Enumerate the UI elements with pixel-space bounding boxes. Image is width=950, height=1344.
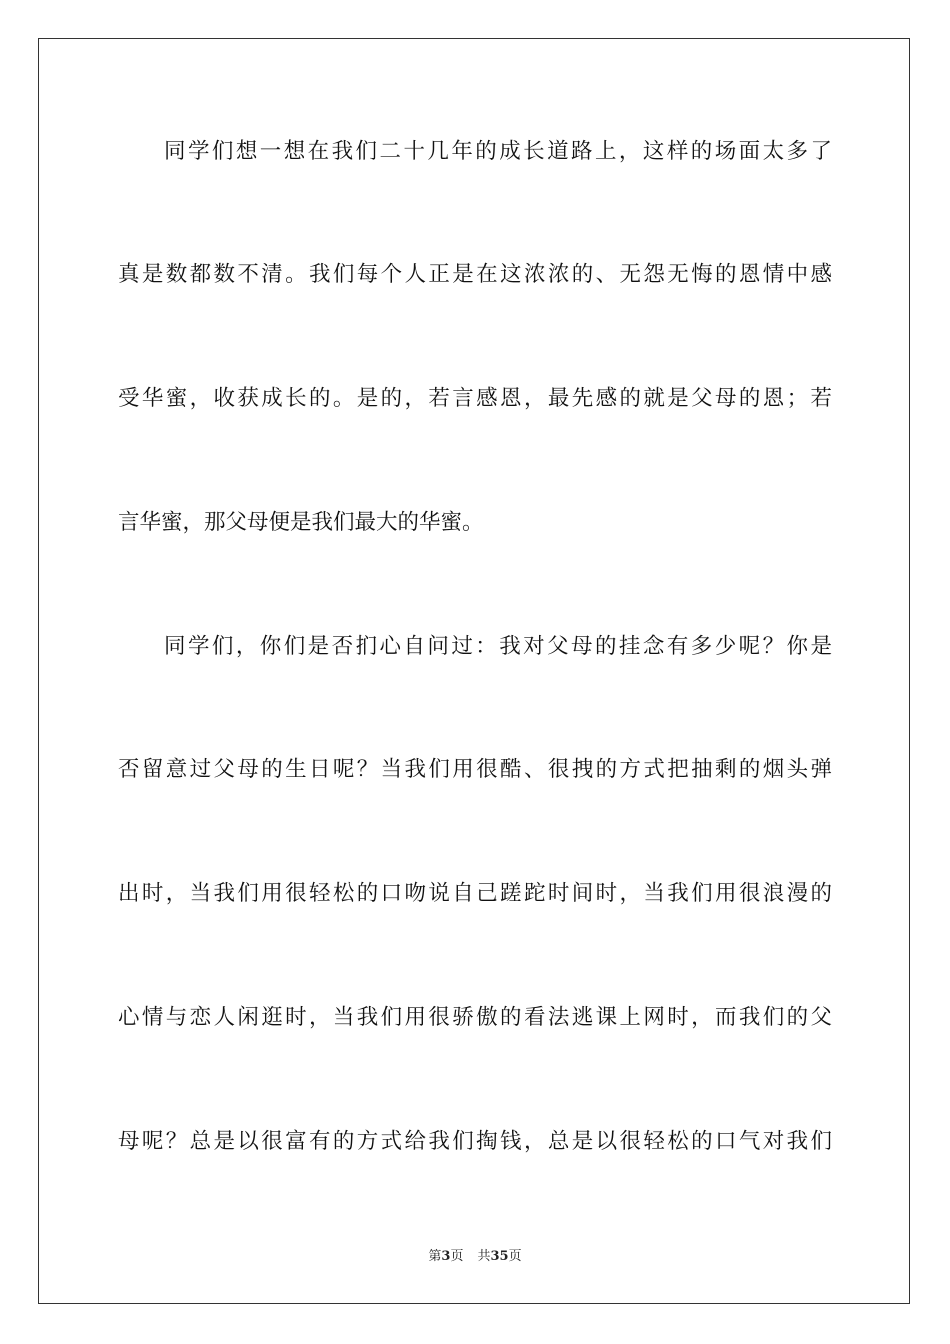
total-prefix: 共 [477,1249,491,1264]
paragraph-1-line-2: 真是数都数不清。我们每个人正是在这浓浓的、无怨无悔的恩情中感 [118,262,832,287]
page-number: 3 [441,1249,451,1264]
total-pages: 35 [490,1249,509,1264]
paragraph-1-line-4: 言华蜜，那父母便是我们最大的华蜜。 [118,510,484,535]
paragraph-2-line-4: 心情与恋人闲逛时，当我们用很骄傲的看法逃课上网时，而我们的父 [118,1005,832,1030]
total-suffix: 页 [508,1249,522,1264]
page-border [38,38,910,1304]
paragraph-1-line-1: 同学们想一想在我们二十几年的成长道路上，这样的场面太多了 [164,139,832,164]
paragraph-1-line-3: 受华蜜，收获成长的。是的，若言感恩，最先感的就是父母的恩；若 [118,386,832,411]
paragraph-2-line-2: 否留意过父母的生日呢？当我们用很酷、很拽的方式把抽剩的烟头弹 [118,757,832,782]
paragraph-2-line-1: 同学们，你们是否扪心自问过：我对父母的挂念有多少呢？你是 [164,634,832,659]
paragraph-2-line-3: 出时，当我们用很轻松的口吻说自己蹉跎时间时，当我们用很浪漫的 [118,881,832,906]
page-footer [0,1248,950,1266]
paragraph-2-line-5: 母呢？总是以很富有的方式给我们掏钱，总是以很轻松的口气对我们 [118,1129,832,1154]
page-prefix: 第 [428,1249,442,1264]
page-suffix: 页 [450,1249,464,1264]
